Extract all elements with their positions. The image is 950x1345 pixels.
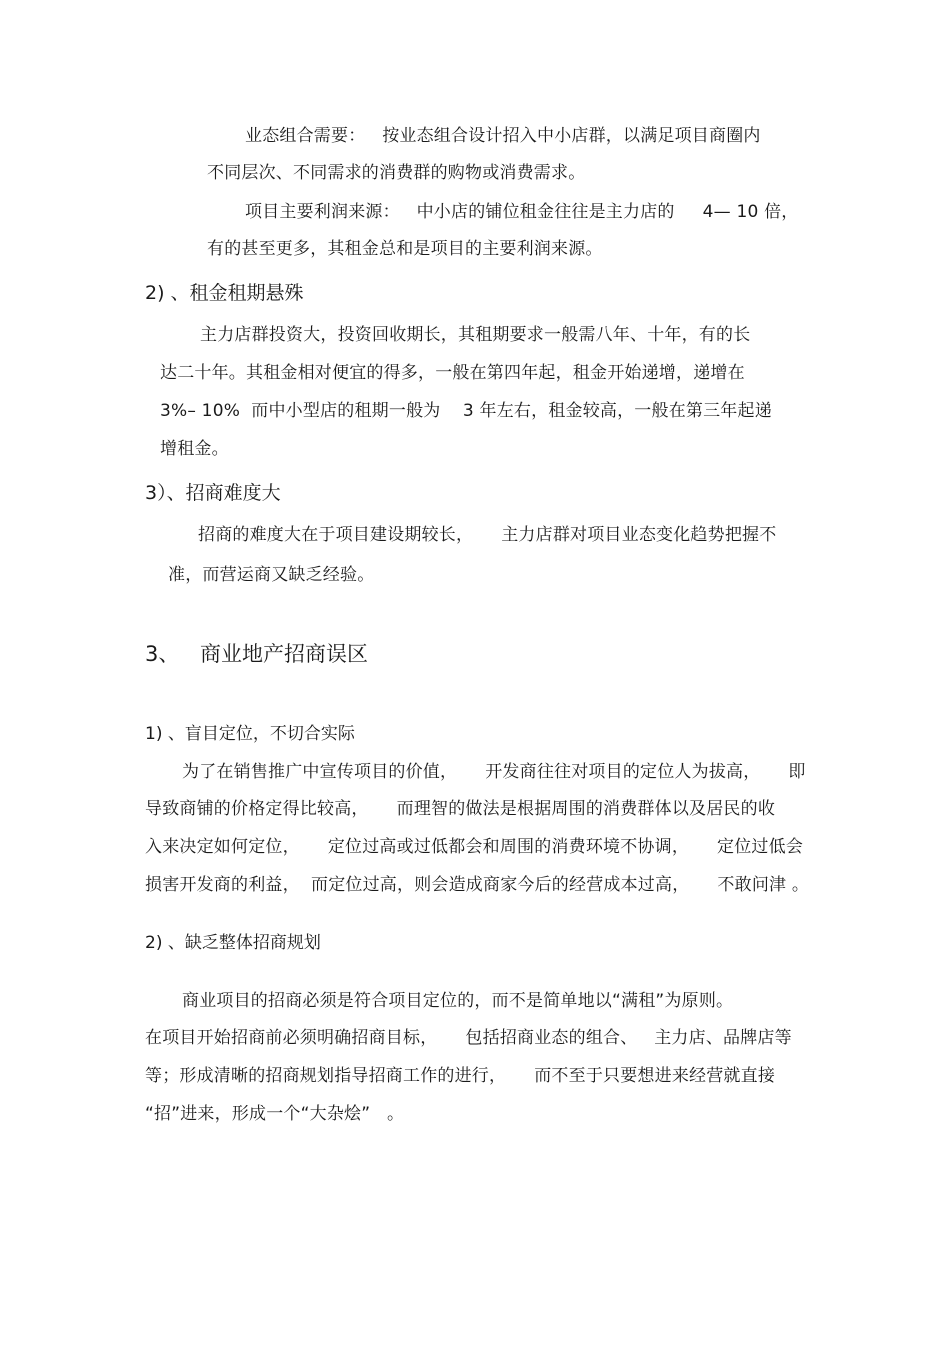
intro-line-2: 不同层次、不同需求的消费群的购物或消费需求。 [207,163,586,183]
chapter-number: 3、 [145,642,180,666]
intro-line-1: 业态组合需要： 按业态组合设计招入中小店群，以满足项目商圈内 [245,126,761,146]
planning-line-3: 等；形成清晰的招商规划指导招商工作的进行， 而不至于只要想进来经营就直接 [145,1066,776,1086]
difficulty-line-2: 准，而营运商又缺乏经验。 [168,565,375,585]
rent-line-4: 增租金。 [160,439,229,459]
intro-line-3: 项目主要利润来源： 中小店的铺位租金往往是主力店的 4— 10 倍， [245,202,799,222]
rent-line-1: 主力店群投资大，投资回收期长，其租期要求一般需八年、十年，有的长 [200,325,751,345]
item-heading-planning: 2) 、缺乏整体招商规划 [145,933,321,953]
rent-line-2: 达二十年。其租金相对便宜的得多，一般在第四年起，租金开始递增，递增在 [160,363,745,383]
difficulty-line-1: 招商的难度大在于项目建设期较长， 主力店群对项目业态变化趋势把握不 [198,525,777,545]
planning-line-2: 在项目开始招商前必须明确招商目标， 包括招商业态的组合、 主力店、品牌店等 [145,1028,792,1048]
item-heading-positioning: 1) 、盲目定位，不切合实际 [145,724,355,744]
positioning-line-2: 导致商铺的价格定得比较高， 而理智的做法是根据周围的消费群体以及居民的收 [145,799,776,819]
section-heading-rent: 2) 、租金租期悬殊 [145,282,304,304]
intro-line-4: 有的甚至更多，其租金总和是项目的主要利润来源。 [207,239,603,259]
planning-line-1: 商业项目的招商必须是符合项目定位的，而不是简单地以“满租”为原则。 [182,991,734,1011]
section-heading-difficulty: 3）、招商难度大 [145,482,281,504]
positioning-line-3: 入来决定如何定位， 定位过高或过低都会和周围的消费环境不协调， 定位过低会 [145,837,804,857]
rent-line-3: 3%– 10% 而中小型店的租期一般为 3 年左右，租金较高，一般在第三年起递 [160,401,772,421]
planning-line-4: “招”进来，形成一个“大杂烩” 。 [145,1104,405,1124]
positioning-line-4: 损害开发商的利益， 而定位过高，则会造成商家今后的经营成本过高， 不敢问津 。 [145,875,810,895]
chapter-title: 商业地产招商误区 [200,642,368,666]
positioning-line-1: 为了在销售推广中宣传项目的价值， 开发商往往对项目的定位人为拔高， 即 [182,762,806,782]
